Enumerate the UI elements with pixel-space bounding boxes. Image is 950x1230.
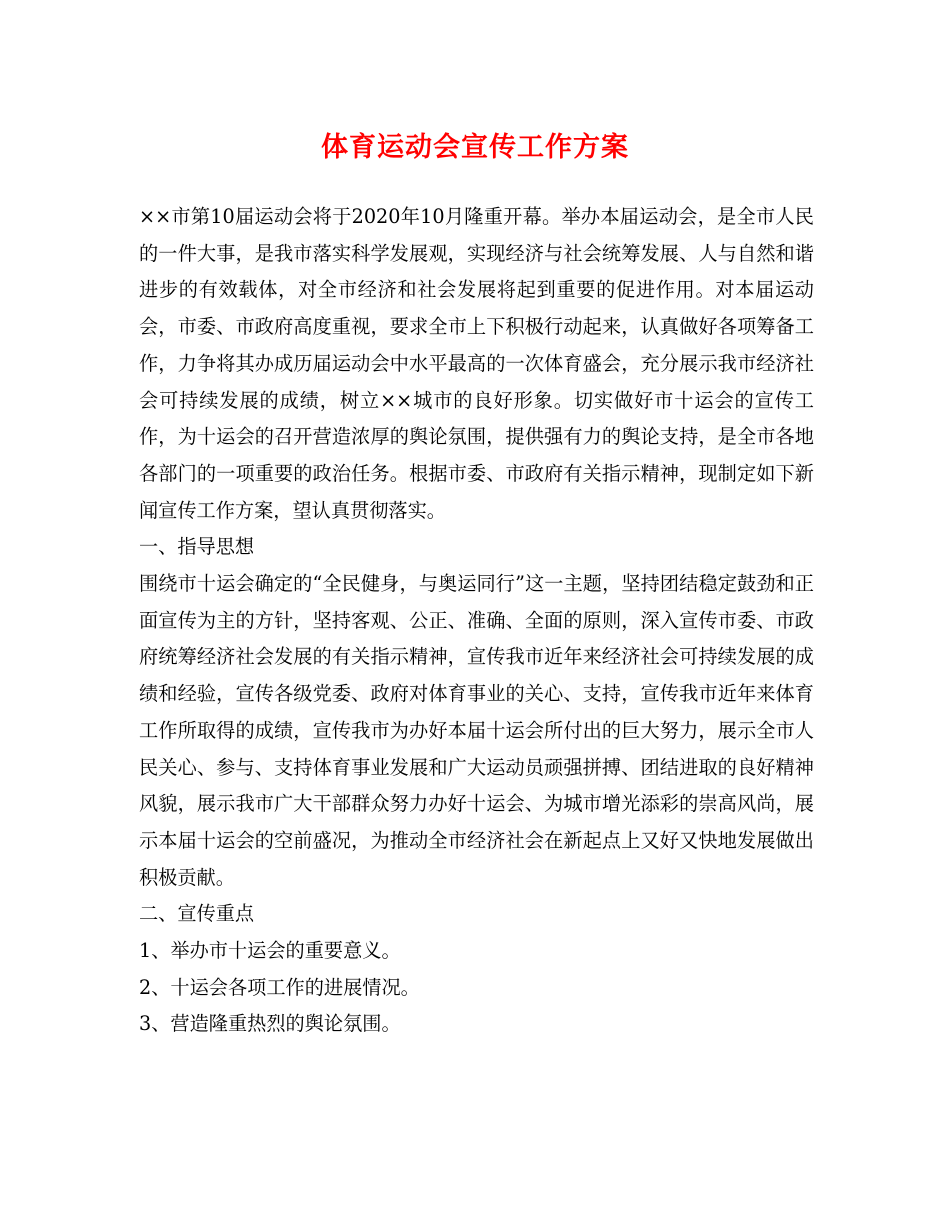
section-heading-guiding-ideology: 一、指导思想 xyxy=(139,535,255,559)
focus-item-2: 2、十运会各项工作的进展情况。 xyxy=(139,975,420,999)
document-body xyxy=(139,199,814,1043)
document-title: 体育运动会宣传工作方案 xyxy=(321,132,629,163)
focus-item-1: 1、举办市十运会的重要意义。 xyxy=(139,939,401,963)
section-heading-publicity-focus: 二、宣传重点 xyxy=(139,902,255,926)
focus-item-3: 3、营造隆重热烈的舆论氛围。 xyxy=(139,1012,401,1036)
intro-paragraph: ××市第10届运动会将于2020年10月隆重开幕。举办本届运动会，是全市人民的一件大事，是我市落实科学发展观，实现经济与社会统筹发展、人与自然和谐进步的有效载体，对全市经济和社会发展将起到重要的促进作用。对本届运动会，市委、市政府高度重视，要求全市上下积极行动起来，认真做好各项筹备工作，力争将其办成历届运动会中水平最高的一次体育盛会，充分展示我市经济社会可持续发展的成绩，树立××城市的良好形象。切实做好市十运会的宣传工作，为十运会的召开营造浓厚的舆论氛围，提供强有力的舆论支持，是全市各地各部门的一项重要的政治任务。根据市委、市政府有关指示精神，现制定如下新闻宣传工作方案，望认真贯彻落实。 xyxy=(139,205,814,522)
guiding-ideology-paragraph: 围绕市十运会确定的“全民健身，与奥运同行”这一主题，坚持团结稳定鼓劲和正面宣传为主的方针，坚持客观、公正、准确、全面的原则，深入宣传市委、市政府统筹经济社会发展的有关指示精神，宣传我市近年来经济社会可持续发展的成绩和经验，宣传各级党委、政府对体育事业的关心、支持，宣传我市近年来体育工作所取得的成绩，宣传我市为办好本届十运会所付出的巨大努力，展示全市人民关心、参与、支持体育事业发展和广大运动员顽强拼搏、团结进取的良好精神风貌，展示我市广大干部群众努力办好十运会、为城市增光添彩的崇高风尚，展示本届十运会的空前盛况，为推动全市经济社会在新起点上又好又快地发展做出积极贡献。 xyxy=(139,572,814,889)
